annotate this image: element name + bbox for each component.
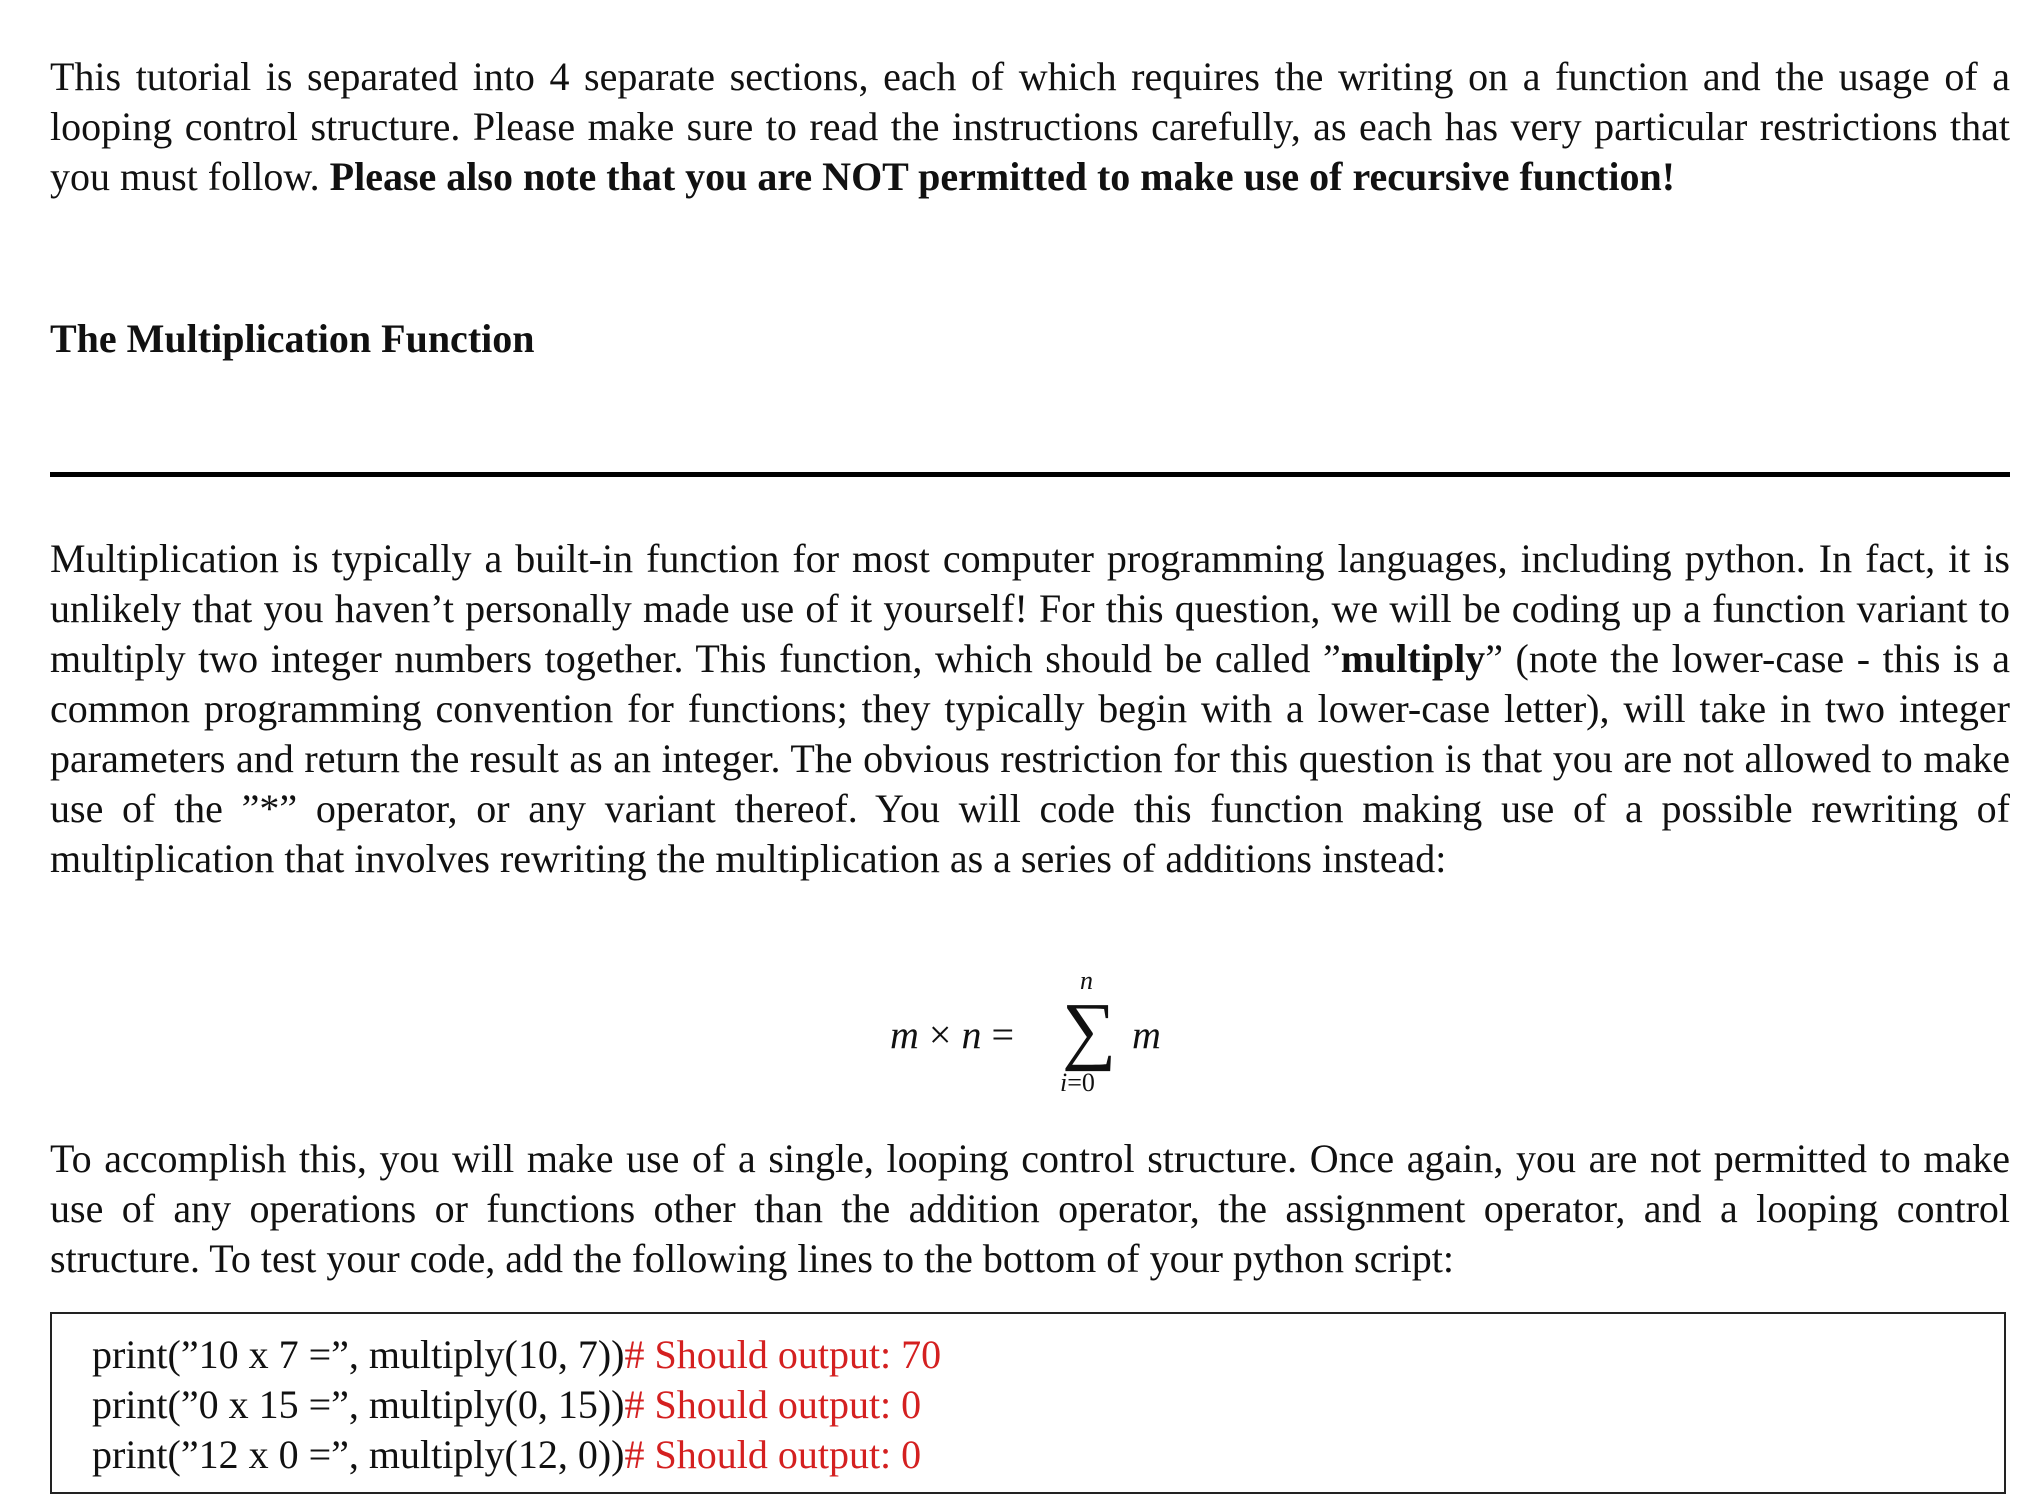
description-paragraph — [50, 534, 2010, 884]
code-comment: # Should output: 0 — [624, 1382, 922, 1427]
code-comment: # Should output: 70 — [624, 1332, 942, 1377]
sigma-symbol: ∑ — [1062, 988, 1117, 1072]
code-comment: # Should output: 0 — [624, 1432, 922, 1477]
formula-var-n: n — [961, 1012, 982, 1057]
formula-equals: = — [991, 1012, 1015, 1057]
intro-bold-note: Please also note that you are NOT permitted to make use of recursive function! — [329, 154, 1676, 199]
formula-var-m: m — [890, 1012, 919, 1057]
code-line — [92, 1380, 921, 1430]
function-name: multiply — [1340, 636, 1486, 681]
code-statement: print(”12 x 0 =”, multiply(12, 0)) — [92, 1432, 625, 1477]
code-block — [50, 1312, 2006, 1494]
instructions-paragraph: To accomplish this, you will make use of a single, looping control structure. Once again, you are not permitted to make use of any operations or functions other than the addition operator, the assignment operator, and a looping control structure. To test your code, add the following lines to the bottom of your python script: — [50, 1136, 2010, 1281]
code-statement: print(”10 x 7 =”, multiply(10, 7)) — [92, 1332, 625, 1377]
sum-index-var: i — [1060, 1068, 1068, 1097]
horizontal-rule — [50, 472, 2010, 477]
sum-upper-limit: n — [1080, 966, 1093, 995]
intro-paragraph — [50, 52, 2010, 202]
formula-times: × — [928, 1012, 952, 1057]
code-statement: print(”0 x 15 =”, multiply(0, 15)) — [92, 1382, 625, 1427]
intro-text: This tutorial is separated into 4 separate sections, each of which requires the writing on a function and the usage of a looping control structure. Please make sure to read the instructions carefully, as each has very particular restrictions that you must follow. — [50, 54, 2010, 199]
document-page — [50, 52, 2011, 1477]
sum-term: m — [1132, 1012, 1161, 1057]
sum-index-start: =0 — [1067, 1068, 1095, 1097]
code-line — [92, 1430, 921, 1480]
code-line — [92, 1330, 941, 1380]
description-text-2: ” (note the lower-case - this is a common programming convention for functions; they typically begin with a lower-case letter), will take in two integer parameters and return the result as an integer. The obvious restriction for this question is that you are not allowed to make use of the ”*” operator, or any variant thereof. You will code this function making use of a possible rewriting of multiplication that involves rewriting the multiplication as a series of additions instead: — [50, 636, 2011, 881]
summation-formula — [50, 966, 2010, 1100]
formula-lhs — [890, 1010, 1014, 1060]
sum-lower-limit — [1060, 1068, 1095, 1098]
description-text-1: Multiplication is typically a built-in function for most computer programming languages, including python. In fact, it is unlikely that you haven’t personally made use of it yourself! For this question, we will be coding up a function variant to multiply two integer numbers together. This function, which should be called ” — [50, 536, 2010, 681]
section-title: The Multiplication Function — [50, 316, 535, 361]
